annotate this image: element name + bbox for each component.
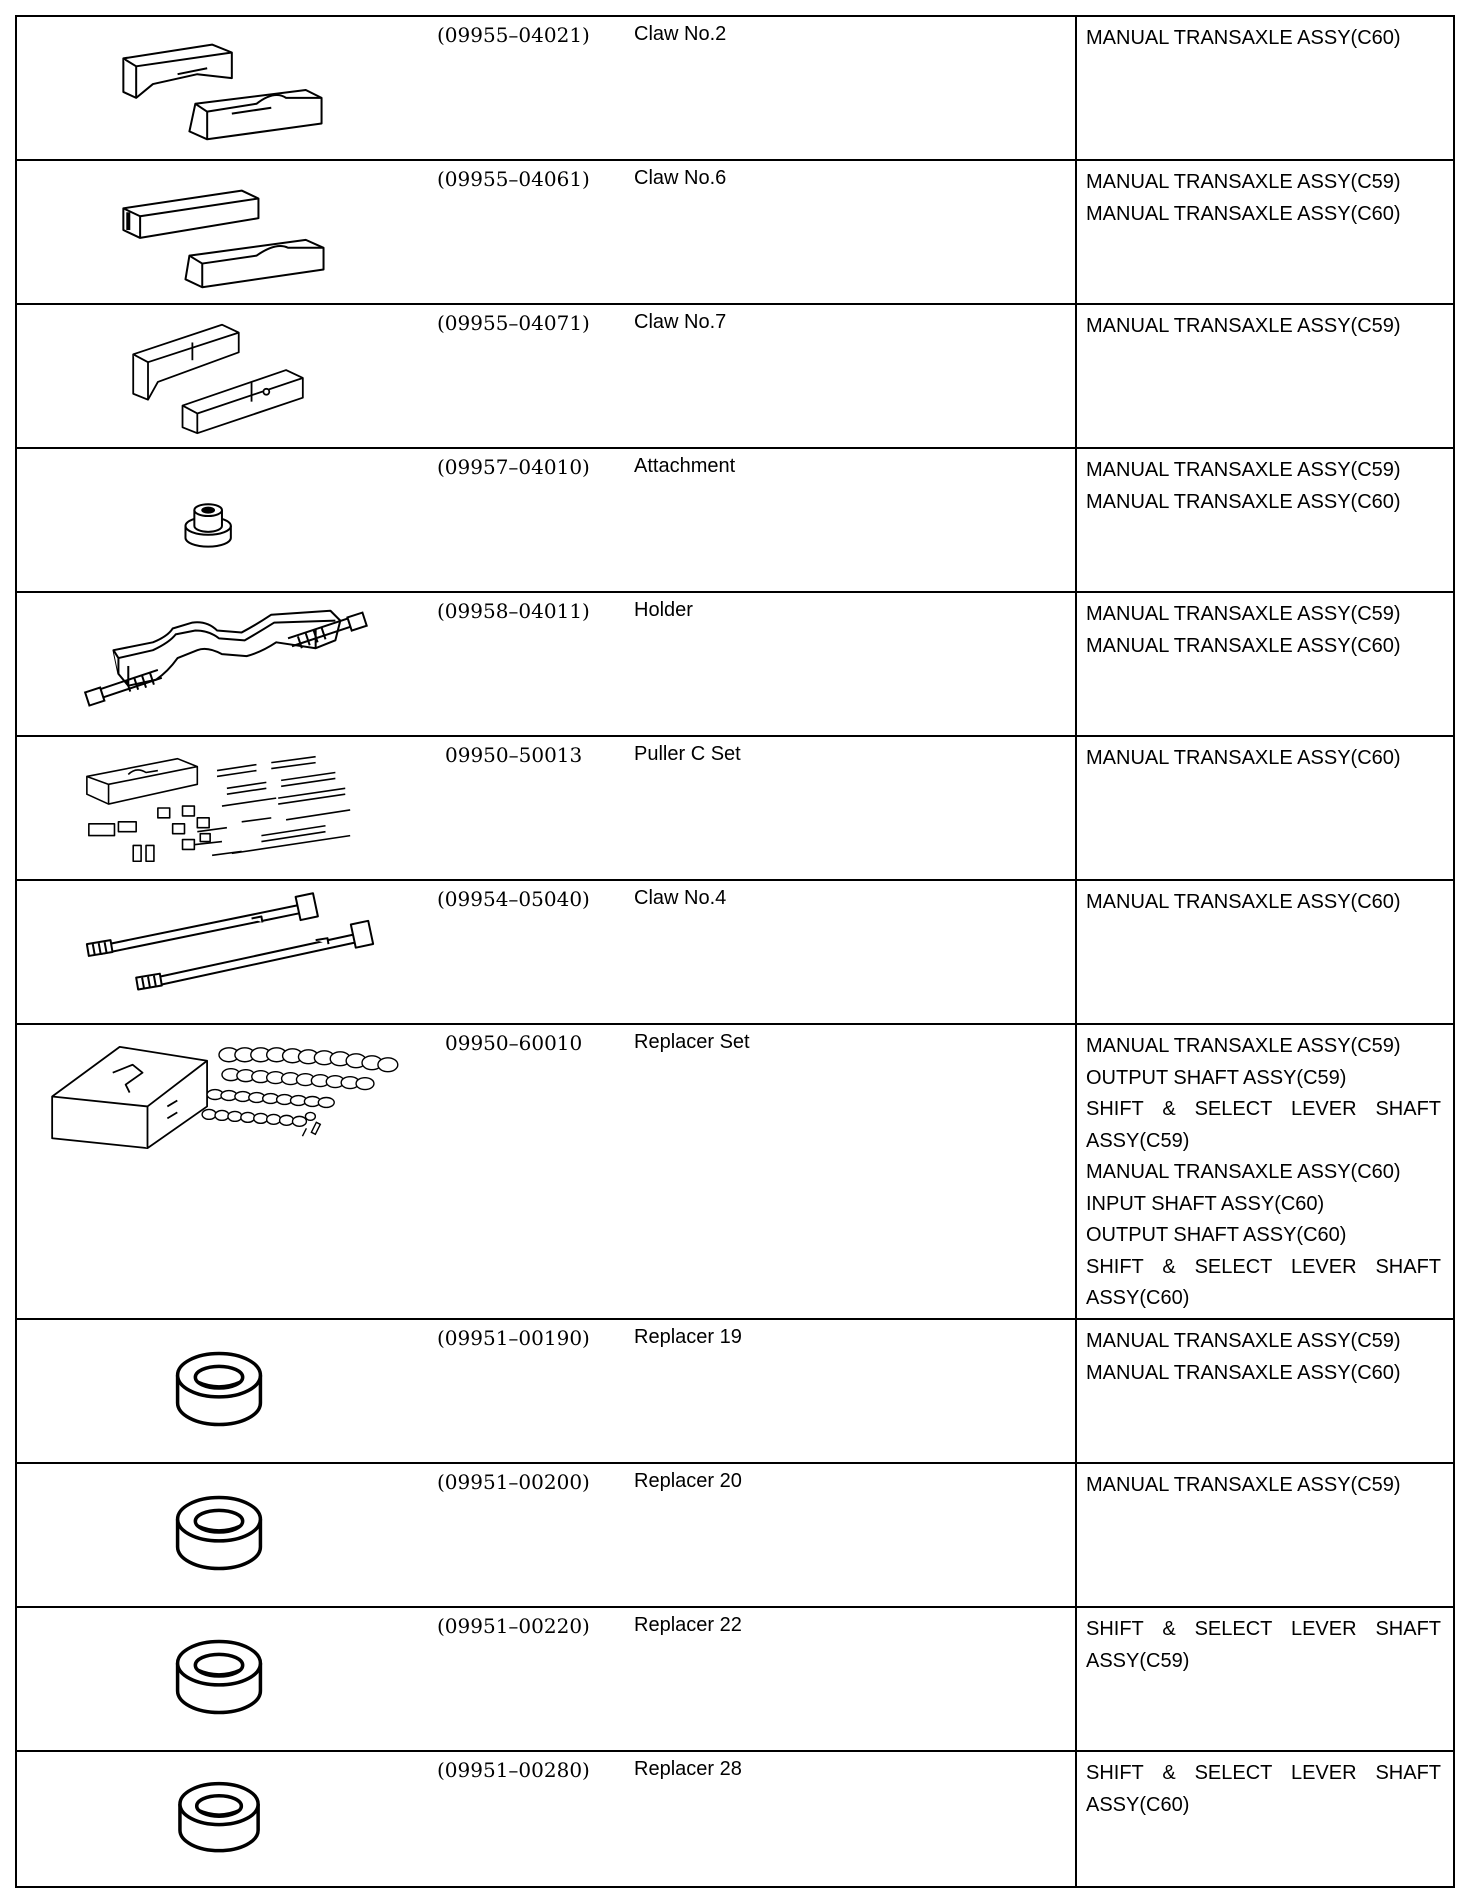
usage-item: MANUAL TRANSAXLE ASSY(C59) bbox=[1086, 459, 1401, 481]
tool-name: Attachment bbox=[622, 449, 1077, 591]
usage-item: MANUAL TRANSAXLE ASSY(C59) bbox=[1086, 315, 1401, 337]
claw-icon bbox=[17, 17, 422, 159]
usage-item: OUTPUT SHAFT ASSY(C59) bbox=[1086, 1066, 1347, 1089]
table-row bbox=[17, 1752, 1453, 1886]
replacer-illustration bbox=[17, 1320, 422, 1462]
usage-item: MANUAL TRANSAXLE ASSY(C60) bbox=[1086, 1161, 1401, 1183]
tool-name: Replacer 28 bbox=[622, 1752, 1077, 1886]
holder-icon bbox=[17, 593, 422, 735]
part-number: (09955–04021) bbox=[437, 23, 590, 47]
part-number: (09951–00200) bbox=[437, 1470, 590, 1494]
replacer-illustration bbox=[17, 1608, 422, 1750]
claw-icon bbox=[17, 161, 422, 303]
usage-item: ASSY(C60) bbox=[1086, 1287, 1190, 1309]
tool-name: Replacer Set bbox=[622, 1025, 1077, 1318]
usage-item: MANUAL TRANSAXLE ASSY(C60) bbox=[1086, 490, 1401, 513]
puller-set-icon bbox=[17, 737, 422, 879]
table-row bbox=[17, 1608, 1453, 1752]
ring-icon bbox=[17, 1320, 422, 1462]
usage-item: OUTPUT SHAFT ASSY(C60) bbox=[1086, 1224, 1347, 1246]
usage-list bbox=[1077, 1320, 1453, 1462]
table-row bbox=[17, 161, 1453, 305]
part-number: 09950–50013 bbox=[445, 743, 583, 767]
usage-item: SHIFT & SELECT LEVER SHAFT bbox=[1086, 1098, 1441, 1120]
tool-name: Claw No.6 bbox=[622, 161, 1077, 303]
usage-item: MANUAL TRANSAXLE ASSY(C60) bbox=[1086, 634, 1401, 657]
usage-item: MANUAL TRANSAXLE ASSY(C60) bbox=[1086, 202, 1401, 225]
usage-list bbox=[1077, 593, 1453, 735]
usage-list bbox=[1077, 17, 1453, 159]
replacer-illustration bbox=[17, 1752, 422, 1886]
usage-list bbox=[1077, 881, 1453, 1023]
attachment-icon bbox=[17, 449, 422, 591]
part-number: (09954–05040) bbox=[437, 887, 590, 911]
part-number: (09951–00190) bbox=[437, 1326, 590, 1350]
table-row bbox=[17, 737, 1453, 881]
replacer-set-icon bbox=[17, 1025, 422, 1318]
table-row bbox=[17, 17, 1453, 161]
usage-item: SHIFT & SELECT LEVER SHAFT bbox=[1086, 1255, 1441, 1278]
usage-item: MANUAL TRANSAXLE ASSY(C60) bbox=[1086, 747, 1401, 769]
usage-list bbox=[1077, 161, 1453, 303]
usage-list bbox=[1077, 305, 1453, 447]
part-number: (09957–04010) bbox=[437, 455, 590, 479]
bolt-pair-icon bbox=[17, 881, 422, 1023]
part-number: (09951–00220) bbox=[437, 1614, 590, 1638]
tool-name: Claw No.2 bbox=[622, 17, 1077, 159]
replacer-illustration bbox=[17, 1464, 422, 1606]
tool-name: Replacer 22 bbox=[622, 1608, 1077, 1750]
part-number: (09958–04011) bbox=[437, 599, 590, 623]
usage-item: SHIFT & SELECT LEVER SHAFT bbox=[1086, 1762, 1441, 1784]
usage-item: ASSY(C59) bbox=[1086, 1649, 1190, 1672]
usage-item: INPUT SHAFT ASSY(C60) bbox=[1086, 1192, 1325, 1215]
usage-item: MANUAL TRANSAXLE ASSY(C59) bbox=[1086, 603, 1401, 625]
table-row bbox=[17, 1320, 1453, 1464]
claw-icon bbox=[17, 305, 422, 447]
ring-icon bbox=[17, 1608, 422, 1750]
special-tools-table bbox=[15, 15, 1455, 1888]
usage-list bbox=[1077, 1025, 1453, 1318]
usage-list bbox=[1077, 1608, 1453, 1750]
ring-icon bbox=[17, 1464, 422, 1606]
table-row bbox=[17, 1464, 1453, 1608]
usage-list bbox=[1077, 737, 1453, 879]
tool-name: Replacer 19 bbox=[622, 1320, 1077, 1462]
part-number: (09951–00280) bbox=[437, 1758, 590, 1782]
usage-item: ASSY(C60) bbox=[1086, 1793, 1190, 1816]
tool-name: Replacer 20 bbox=[622, 1464, 1077, 1606]
puller-set-illustration bbox=[17, 737, 422, 879]
claw-illustration bbox=[17, 161, 422, 303]
usage-item: MANUAL TRANSAXLE ASSY(C59) bbox=[1086, 1035, 1401, 1057]
usage-item: ASSY(C59) bbox=[1086, 1129, 1190, 1152]
claw-illustration bbox=[17, 305, 422, 447]
usage-list bbox=[1077, 449, 1453, 591]
part-number: (09955–04061) bbox=[437, 167, 590, 191]
table-row bbox=[17, 881, 1453, 1025]
part-number: 09950–60010 bbox=[445, 1031, 583, 1055]
usage-item: MANUAL TRANSAXLE ASSY(C60) bbox=[1086, 1361, 1401, 1384]
tool-name: Puller C Set bbox=[622, 737, 1077, 879]
usage-list bbox=[1077, 1752, 1453, 1886]
usage-item: SHIFT & SELECT LEVER SHAFT bbox=[1086, 1618, 1441, 1640]
replacer-set-illustration bbox=[17, 1025, 422, 1318]
table-row bbox=[17, 449, 1453, 593]
attachment-illustration bbox=[17, 449, 422, 591]
usage-item: MANUAL TRANSAXLE ASSY(C60) bbox=[1086, 27, 1401, 49]
usage-item: MANUAL TRANSAXLE ASSY(C59) bbox=[1086, 171, 1401, 193]
tool-name: Claw No.7 bbox=[622, 305, 1077, 447]
tool-name: Claw No.4 bbox=[622, 881, 1077, 1023]
table-row bbox=[17, 593, 1453, 737]
table-row bbox=[17, 305, 1453, 449]
holder-illustration bbox=[17, 593, 422, 735]
table-row bbox=[17, 1025, 1453, 1320]
usage-item: MANUAL TRANSAXLE ASSY(C59) bbox=[1086, 1474, 1401, 1496]
usage-list bbox=[1077, 1464, 1453, 1606]
usage-item: MANUAL TRANSAXLE ASSY(C60) bbox=[1086, 891, 1401, 913]
usage-item: MANUAL TRANSAXLE ASSY(C59) bbox=[1086, 1330, 1401, 1352]
claw-bolts-illustration bbox=[17, 881, 422, 1023]
ring-icon bbox=[17, 1752, 422, 1886]
claw-illustration bbox=[17, 17, 422, 159]
part-number: (09955–04071) bbox=[437, 311, 590, 335]
tool-name: Holder bbox=[622, 593, 1077, 735]
